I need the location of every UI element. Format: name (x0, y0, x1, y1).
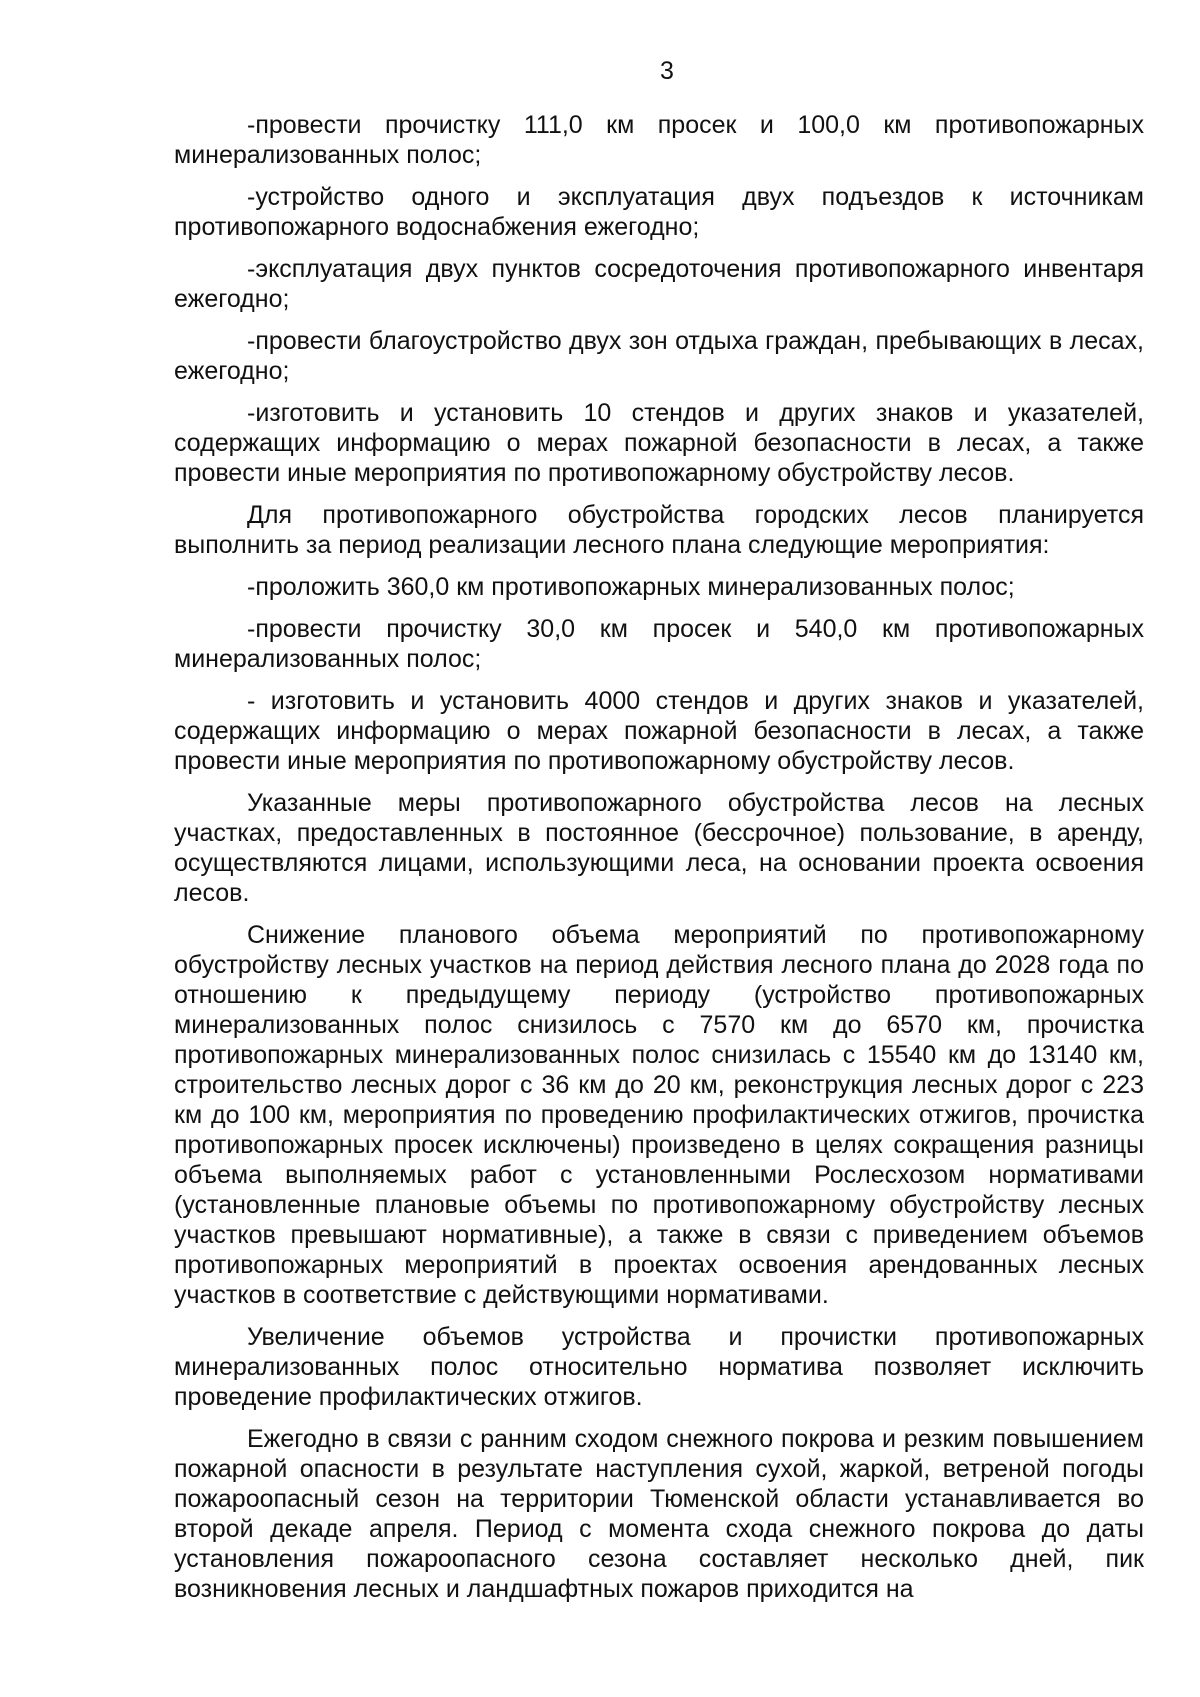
paragraph-11: Снижение планового объема мероприятий по противопожарному обустройству лесных участков на период действия лесного плана до 2028 года по отношению к предыдущему периоду (устройство противопожарных минерализованных полос снизилось с 7570 км до 6570 км, прочистка противопожарных минерализованных полос снизилась с 15540 км до 13140 км, строительство лесных дорог с 36 км до 20 км, реконструкция лесных дорог с 223 км до 100 км, мероприятия по проведению профилактических отжигов, прочистка противопожарных просек исключены) произведено в целях сокращения разницы объема выполняемых работ с установленными Рослесхозом нормативами (установленные плановые объемы по противопожарному обустройству лесных участков превышают нормативные), а также в связи с приведением объемов противопожарных мероприятий в проектах освоения арендованных лесных участков в соответствие с действующими нормативами. (174, 921, 1144, 1309)
paragraph-7: -проложить 360,0 км противопожарных минерализованных полос; (247, 573, 1015, 601)
paragraph-13: Ежегодно в связи с ранним сходом снежного покрова и резким повышением пожарной опасности в результате наступления сухой, жаркой, ветреной погоды пожароопасный сезон на территории Тюменской области устанавливается во второй декаде апреля. Период с момента схода снежного покрова до даты установления пожароопасного сезона составляет несколько дней, пик возникновения лесных и ландшафтных пожаров приходится на (174, 1425, 1144, 1603)
paragraph-9: - изготовить и установить 4000 стендов и других знаков и указателей, содержащих информацию о мерах пожарной безопасности в лесах, а также провести иные мероприятия по противопожарному обустройству лесов. (174, 687, 1144, 775)
paragraph-10: Указанные меры противопожарного обустройства лесов на лесных участках, предоставленных в постоянное (бессрочное) пользование, в аренду, осуществляются лицами, использующими леса, на основании проекта освоения лесов. (174, 789, 1144, 907)
paragraph-1: -провести прочистку 111,0 км просек и 100,0 км противопожарных минерализованных полос; (174, 111, 1144, 169)
paragraph-4: -провести благоустройство двух зон отдыха граждан, пребывающих в лесах, ежегодно; (174, 327, 1144, 385)
paragraph-12: Увеличение объемов устройства и прочистки противопожарных минерализованных полос относительно норматива позволяет исключить проведение профилактических отжигов. (174, 1323, 1144, 1411)
document-body (174, 110, 1144, 1610)
paragraph-2: -устройство одного и эксплуатация двух подъездов к источникам противопожарного водоснабжения ежегодно; (174, 183, 1144, 241)
paragraph-5: -изготовить и установить 10 стендов и других знаков и указателей, содержащих информацию о мерах пожарной безопасности в лесах, а также провести иные мероприятия по противопожарному обустройству лесов. (174, 399, 1144, 487)
paragraph-8: -провести прочистку 30,0 км просек и 540,0 км противопожарных минерализованных полос; (174, 615, 1144, 673)
paragraph-6: Для противопожарного обустройства городских лесов планируется выполнить за период реализации лесного плана следующие мероприятия: (174, 501, 1144, 559)
page-number: 3 (660, 57, 674, 85)
paragraph-3: -эксплуатация двух пунктов сосредоточения противопожарного инвентаря ежегодно; (174, 255, 1144, 313)
